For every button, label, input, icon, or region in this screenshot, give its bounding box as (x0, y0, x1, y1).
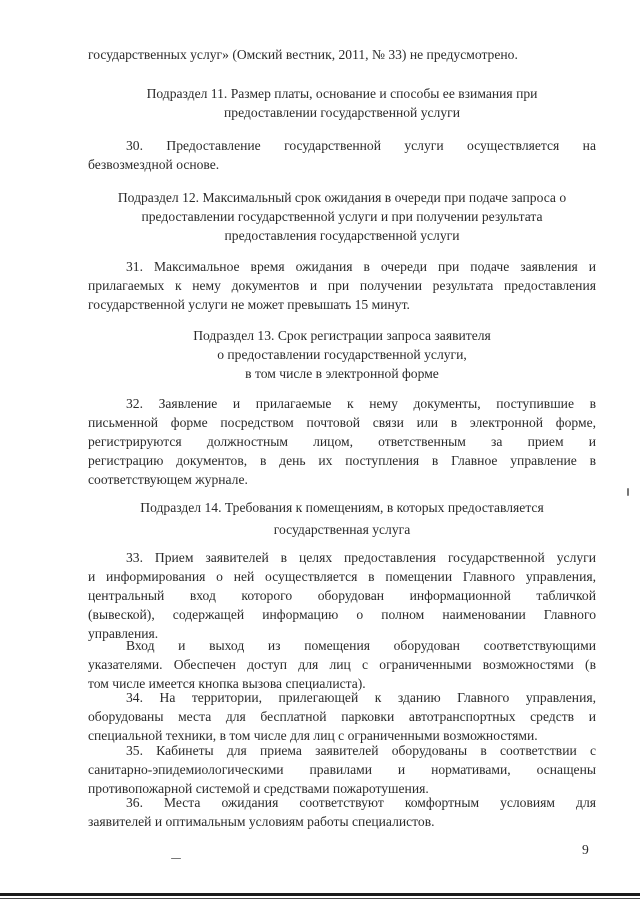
text-line: специальной техники, в том числе для лиц с ограниченными возможностями. (88, 728, 538, 743)
heading-line: государственная услуга (273, 522, 411, 537)
text-line: оборудованы места для бесплатной парковки автотранспортных средств и (88, 709, 596, 724)
text-line: 31. Максимальное время ожидания в очереди при подаче заявления и (126, 259, 596, 274)
text-line: и информирования о ней осуществляется в помещении Главного управления, (88, 569, 596, 584)
text-line: государственных услуг» (Омский вестник, 2011, № 33) не предусмотрено. (88, 47, 518, 62)
text-line: соответствующем журнале. (88, 472, 248, 487)
text-line: 32. Заявление и прилагаемые к нему документы, поступившие в (126, 396, 596, 411)
subsection-11-heading (88, 84, 596, 122)
continuation-line (88, 45, 596, 64)
text-line: регистрацию документов, в день их поступления в Главное управление в (88, 453, 596, 468)
text-line: (вывеской), содержащей информацию о полном наименовании Главного (88, 607, 596, 622)
text-line: безвозмездной основе. (88, 157, 220, 172)
text-line: письменной форме посредством почтовой связи или в электронной форме, (88, 415, 596, 430)
heading-line: Подраздел 13. Срок регистрации запроса заявителя (193, 328, 491, 343)
text-line: регистрируются должностным лицом, ответственным за прием и (88, 434, 596, 449)
text-line: Вход и выход из помещения оборудован соответствующими (126, 638, 596, 653)
heading-line: предоставлении государственной услуги и при получении результата (141, 209, 543, 224)
text-line: центральный вход которого оборудован информационной табличкой (88, 588, 596, 603)
text-line: санитарно-эпидемиологическими правилами и нормативами, оснащены (88, 762, 596, 777)
text-line: том числе имеется кнопка вызова специалиста). (88, 676, 366, 691)
text-line: 36. Места ожидания соответствуют комфортным условиям для (126, 795, 596, 810)
heading-line: о предоставлении государственной услуги, (217, 347, 467, 362)
paragraph-34 (88, 688, 596, 745)
heading-line: Подраздел 11. Размер платы, основание и способы ее взимания при (146, 86, 538, 101)
heading-line: в том числе в электронной форме (245, 366, 439, 381)
text-line: 30. Предоставление государственной услуги осуществляется на (126, 138, 596, 153)
heading-line: предоставления государственной услуги (224, 228, 460, 243)
text-line: противопожарной системой и средствами пожаротушения. (88, 781, 429, 796)
paragraph-36 (88, 793, 596, 831)
text-line: государственной услуги не может превышать 15 минут. (88, 297, 410, 312)
page-number: 9 (582, 842, 589, 857)
heading-line: Подраздел 12. Максимальный срок ожидания в очереди при подаче запроса о (117, 190, 567, 205)
scan-bottom-edge-line (0, 898, 640, 899)
paragraph-35 (88, 741, 596, 798)
paragraph-31 (88, 257, 596, 314)
heading-line: предоставлении государственной услуги (224, 105, 460, 120)
paragraph-32 (88, 394, 596, 489)
paragraph-33-entrance (88, 636, 596, 693)
subsection-14-heading (88, 498, 596, 539)
scan-speck (627, 488, 629, 496)
text-line: заявителей и оптимальным условиям работы специалистов. (88, 814, 435, 829)
text-line: 35. Кабинеты для приема заявителей оборудованы в соответствии с (126, 743, 596, 758)
paragraph-33 (88, 548, 596, 643)
paragraph-30 (88, 136, 596, 174)
scan-bottom-edge (0, 893, 640, 896)
subsection-13-heading (88, 326, 596, 383)
text-line: управления. (88, 626, 159, 641)
text-line: прилагаемых к нему документов и при получении результата предоставления (88, 278, 596, 293)
text-line: 33. Прием заявителей в целях предоставления государственной услуги (126, 550, 596, 565)
scan-speck (171, 858, 181, 859)
text-line: 34. На территории, прилегающей к зданию Главного управления, (126, 690, 596, 705)
text-line: указателями. Обеспечен доступ для лиц с ограниченными возможностями (в (88, 657, 596, 672)
subsection-12-heading (88, 188, 596, 245)
heading-line: Подраздел 14. Требования к помещениям, в которых предоставляется (140, 500, 544, 515)
